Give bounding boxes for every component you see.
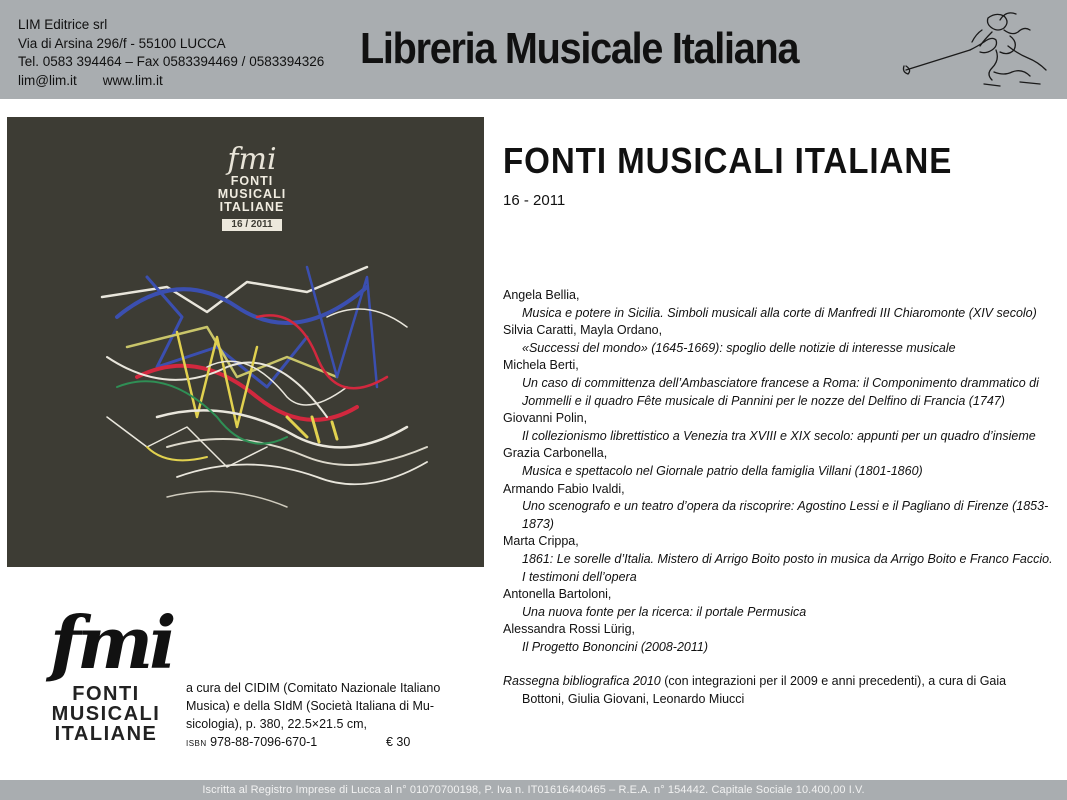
isbn-row bbox=[186, 733, 461, 753]
contents-work: «Successi del mondo» (1645-1669): spoglio delle notizie di interesse musicale bbox=[522, 340, 956, 355]
contents-author: Armando Fabio Ivaldi, bbox=[503, 481, 625, 496]
logo-word-1: FONTI bbox=[72, 683, 140, 705]
contents-entry bbox=[503, 621, 1053, 656]
cover-monogram: fmi bbox=[227, 142, 277, 177]
details-line-1: a cura del CIDIM (Comitato Nazionale Italiano bbox=[186, 681, 441, 695]
contents-work: Musica e potere in Sicilia. Simboli musicali alla corte di Manfredi III Chiaromonte (XIV secolo) bbox=[522, 305, 1037, 320]
contents-author: Marta Crippa, bbox=[503, 534, 579, 549]
contents-entry bbox=[503, 287, 1053, 322]
cover-title-line-3: ITALIANE bbox=[219, 200, 285, 214]
details-line-3: sicologia), p. 380, 22.5×21.5 cm, bbox=[186, 717, 368, 731]
contents-work: Il Progetto Bononcini (2008-2011) bbox=[522, 639, 708, 654]
bibliography-editors: Bottoni, Giulia Giovani, Leonardo Miucci bbox=[522, 692, 745, 707]
logo-monogram: fmi bbox=[50, 600, 173, 685]
header-band bbox=[0, 0, 1067, 99]
contents-entry bbox=[503, 533, 1053, 586]
footer-registry: Iscritta al Registro Imprese di Lucca al n° 01070700198, P. Iva n. IT01616440465 – R.E.A. n° 154442. Capitale Sociale 10.400,00 I.V. bbox=[0, 780, 1067, 800]
contents-entry bbox=[503, 410, 1053, 445]
contents-author: Antonella Bartoloni, bbox=[503, 587, 612, 602]
isbn-label: ISBN bbox=[186, 739, 207, 748]
isbn-value: 978-88-7096-670-1 bbox=[210, 735, 318, 749]
horn-player-illustration bbox=[900, 6, 1052, 94]
cover-volume: 16 / 2011 bbox=[222, 219, 281, 231]
bibliography-desc: (con integrazioni per il 2009 e anni precedenti), a cura di Gaia bbox=[660, 674, 1007, 689]
contents-work: Musica e spettacolo nel Giornale patrio della famiglia Villani (1801-1860) bbox=[522, 463, 923, 478]
contents-author: Giovanni Polin, bbox=[503, 411, 588, 426]
table-of-contents bbox=[503, 287, 1053, 709]
price: € 30 bbox=[386, 735, 411, 749]
book-details bbox=[186, 679, 461, 753]
contents-work: Il collezionismo librettistico a Venezia tra XVIII e XIX secolo: appunti per un quadro d’insieme bbox=[522, 428, 1036, 443]
contents-author: Angela Bellia, bbox=[503, 288, 580, 302]
logo-word-2: MUSICALI bbox=[51, 703, 161, 725]
contents-author: Michela Berti, bbox=[503, 358, 579, 373]
publisher-info bbox=[18, 16, 324, 90]
publisher-email[interactable]: lim@lim.it bbox=[18, 72, 77, 88]
contents-work: Uno scenografo e un teatro d’opera da riscoprire: Agostino Lessi e il Pagliano di Firenze (1853-1873) bbox=[522, 499, 1049, 531]
contents-author: Alessandra Rossi Lürig, bbox=[503, 622, 636, 637]
contents-work: 1861: Le sorelle d’Italia. Mistero di Arrigo Boito posto in musica da Arrigo Boito e Franco Faccio. I testimoni dell’opera bbox=[522, 551, 1053, 584]
details-line-2: Musica) e della SIdM (Società Italiana di Mu- bbox=[186, 699, 435, 713]
publisher-website[interactable]: www.lim.it bbox=[102, 72, 163, 88]
contents-entry bbox=[503, 445, 1053, 480]
cover-title-line-1: FONTI bbox=[230, 174, 274, 188]
bibliography-entry bbox=[503, 673, 1053, 708]
book-title: FONTI MUSICALI ITALIANE bbox=[503, 140, 953, 181]
contents-work: Una nuova fonte per la ricerca: il portale Permusica bbox=[522, 604, 807, 619]
cover-logo bbox=[212, 142, 292, 232]
cover-title-line-2: MUSICALI bbox=[217, 187, 287, 201]
contents-work: Un caso di committenza dell’Ambasciatore francese a Roma: il Componimento drammatico di Jommelli e il quadro Fête musicale di Pannini per le nozze del Delfino di Francia (1747) bbox=[522, 375, 1039, 408]
contents-author: Grazia Carbonella, bbox=[503, 446, 608, 461]
bibliography-title: Rassegna bibliografica 2010 bbox=[503, 674, 661, 689]
contents-entry bbox=[503, 357, 1053, 410]
publisher-phone: Tel. 0583 394464 – Fax 0583394469 / 0583394326 bbox=[18, 54, 325, 69]
publisher-address: Via di Arsina 296/f - 55100 LUCCA bbox=[18, 35, 226, 51]
fmi-logo bbox=[40, 600, 173, 760]
publisher-name: LIM Editrice srl bbox=[18, 17, 108, 32]
contents-author: Silvia Caratti, Mayla Ordano, bbox=[503, 323, 663, 338]
logo-word-3: ITALIANE bbox=[54, 723, 158, 745]
brand-title: Libreria Musicale Italiana bbox=[360, 24, 799, 73]
contents-entry bbox=[503, 322, 1053, 357]
book-issue: 16 - 2011 bbox=[503, 192, 566, 209]
book-cover bbox=[7, 117, 484, 567]
contents-entry bbox=[503, 481, 1053, 534]
contents-entry bbox=[503, 586, 1053, 621]
